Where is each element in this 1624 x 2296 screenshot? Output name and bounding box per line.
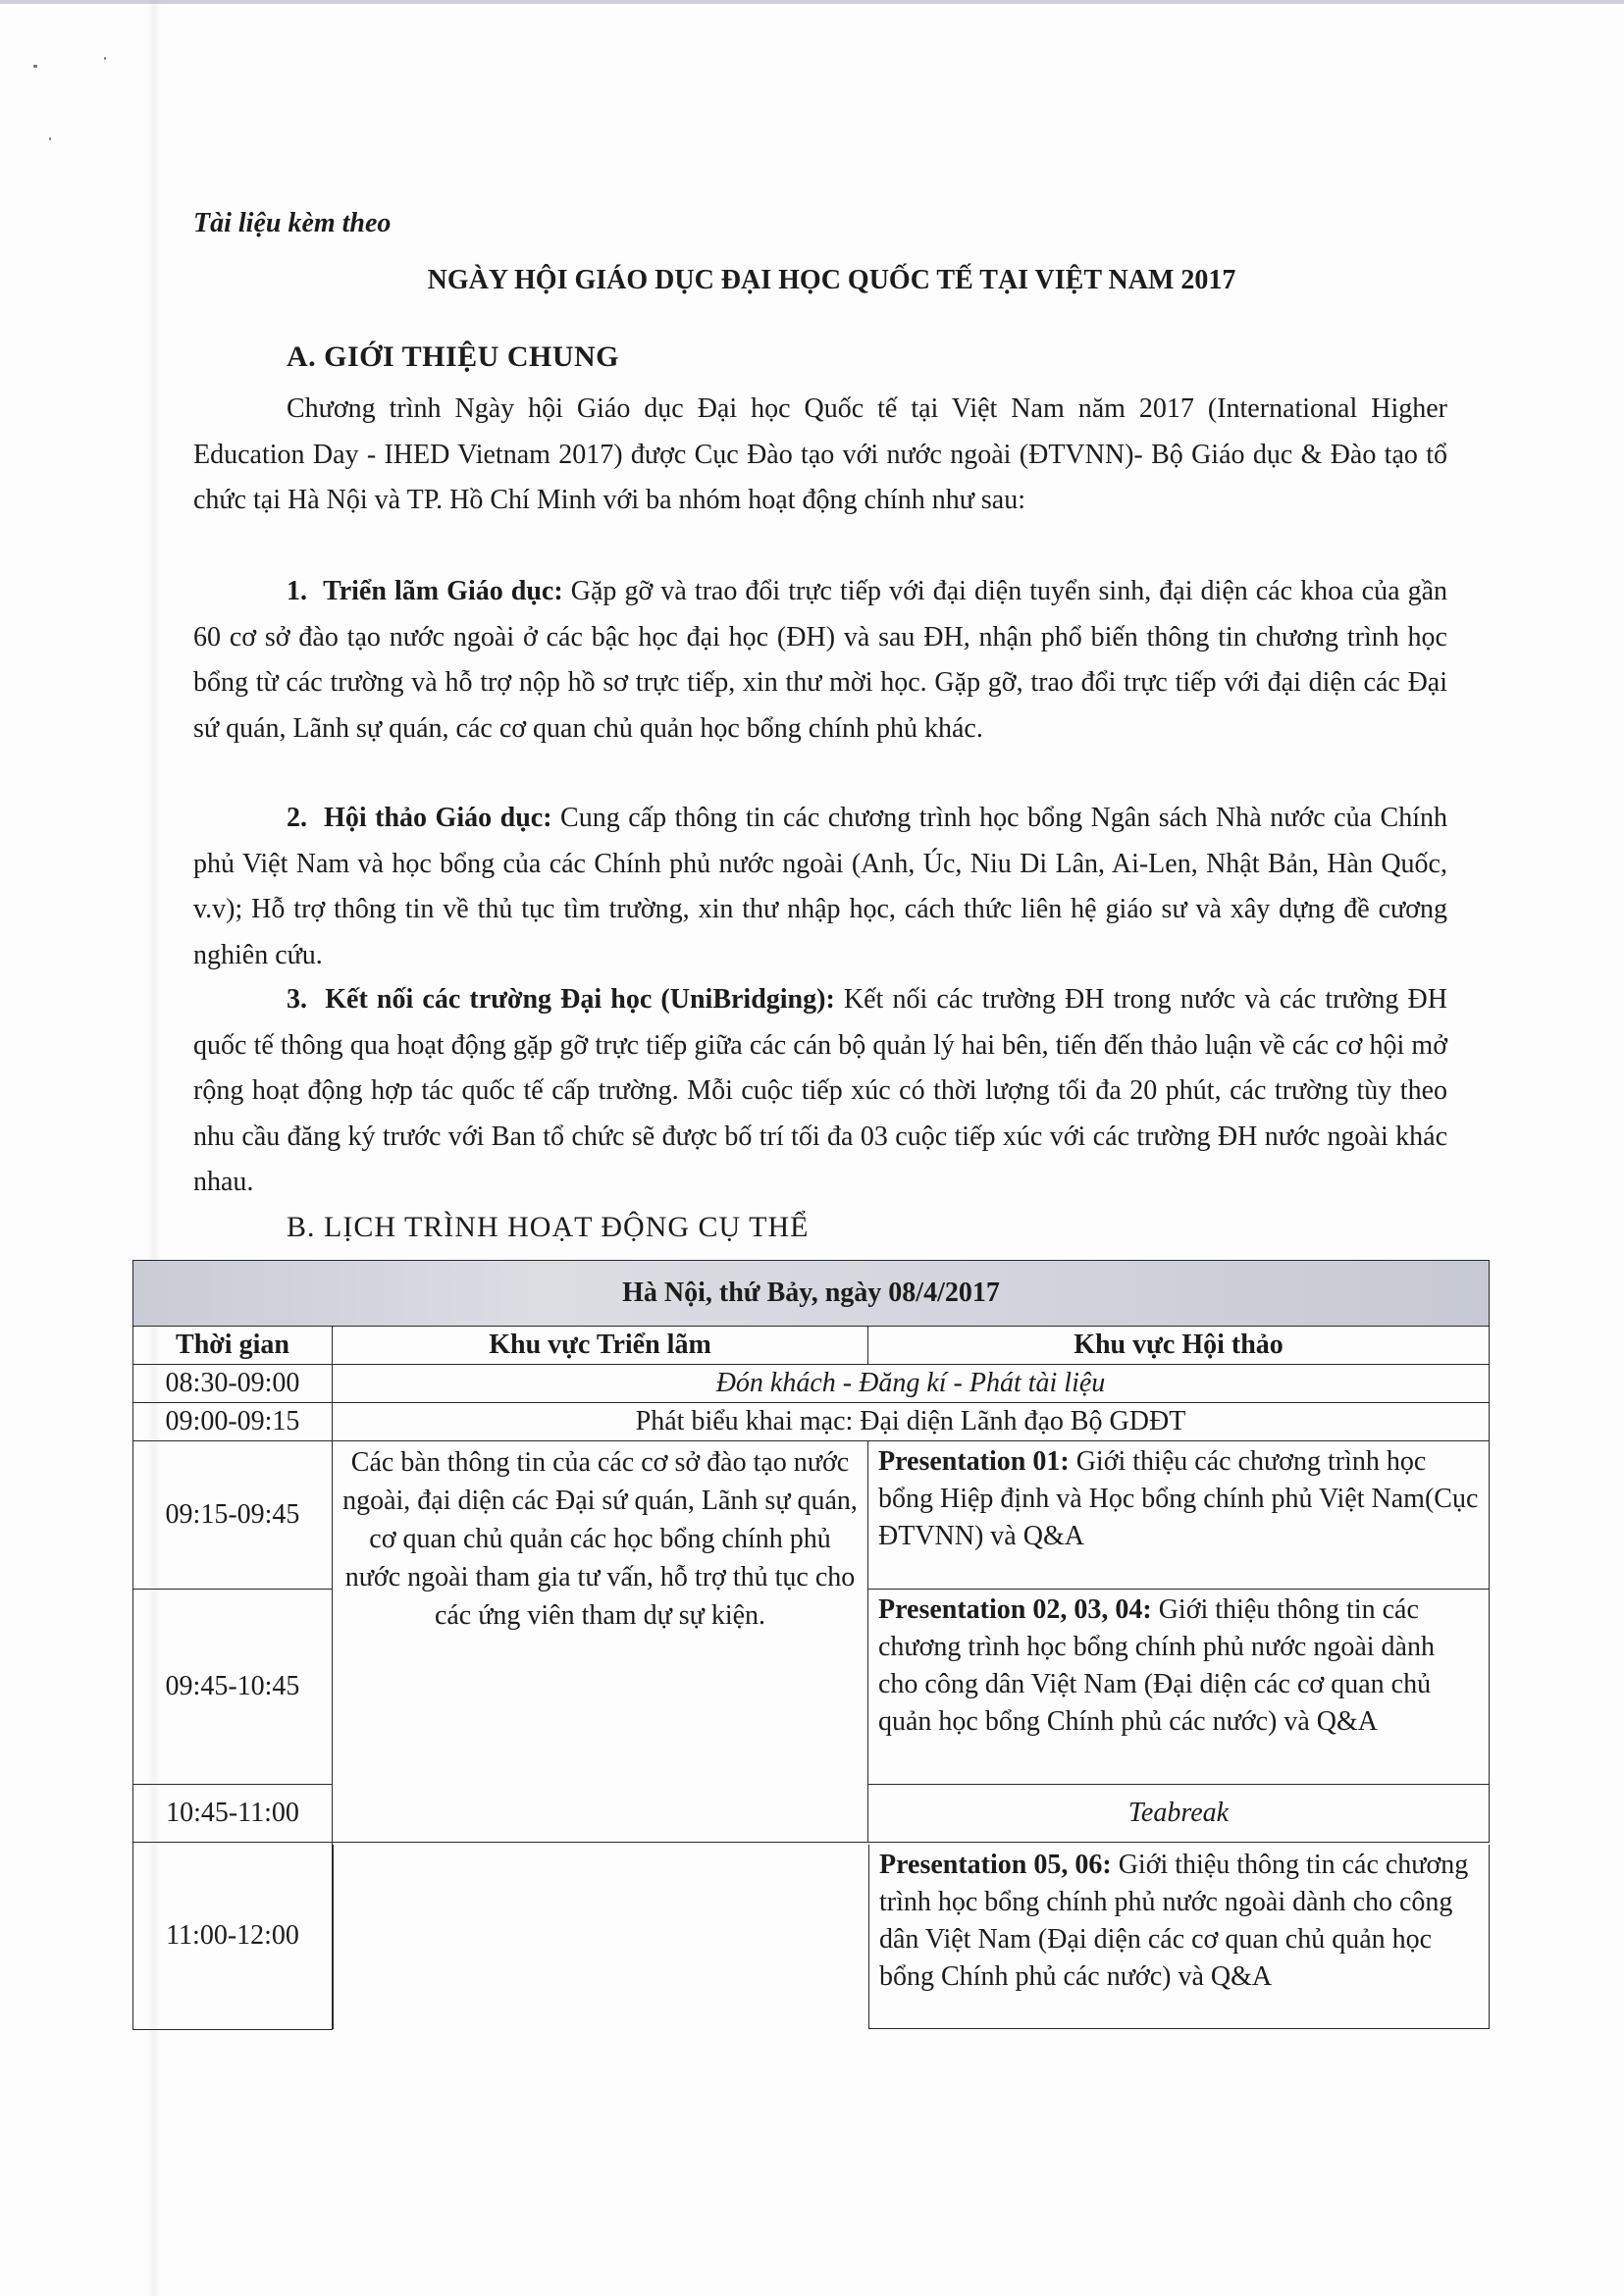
schedule-date-header: Hà Nội, thứ Bảy, ngày 08/4/2017	[133, 1261, 1490, 1327]
section-b-heading: B. LỊCH TRÌNH HOẠT ĐỘNG CỤ THỂ	[287, 1211, 810, 1243]
item-text: Gặp gỡ và trao đổi trực tiếp với đại diện tuyển sinh, đại diện các khoa của gần 60 cơ sở đào tạo nước ngoài ở các bậc học đại học (ĐH) và sau ĐH, nhận phổ biến thông tin chương trình học bổng từ các trường và hỗ trợ nộp hồ sơ trực tiếp, xin thư mời học. Gặp gỡ, trao đổi trực tiếp với đại diện các Đại sứ quán, Lãnh sự quán, các cơ quan chủ quản học bổng chính phủ khác.	[193, 576, 1447, 744]
presentation-text: Giới thiệu thông tin các chương trình học bổng chính phủ nước ngoài dành cho công dân Việt Nam (Đại diện các cơ quan chủ quản học bổng Chính phủ các nước) và Q&A	[879, 1850, 1469, 1992]
time-cell: 08:30-09:00	[133, 1365, 333, 1403]
item-title: Hội thảo Giáo dục:	[324, 803, 552, 833]
time-cell: 10:45-11:00	[133, 1785, 333, 1843]
presentation-title: Presentation 01:	[878, 1446, 1070, 1477]
column-header-exhibition: Khu vực Triển lãm	[333, 1327, 868, 1365]
activity-item-2	[193, 796, 1447, 978]
schedule-table	[132, 1260, 1490, 2030]
time-cell: 09:15-09:45	[133, 1441, 333, 1590]
column-header-time: Thời gian	[133, 1327, 333, 1365]
item-number: 2.	[287, 803, 307, 833]
presentation-title: Presentation 05, 06:	[879, 1850, 1112, 1880]
presentation-row-wrapper	[333, 1843, 1490, 2030]
column-header-seminar: Khu vực Hội thảo	[868, 1327, 1490, 1365]
scan-speck	[104, 57, 106, 60]
teabreak-cell: Teabreak	[868, 1785, 1490, 1843]
presentation-text: Giới thiệu thông tin các chương trình học bổng chính phủ nước ngoài dành cho công dân Việt Nam (Đại diện các cơ quan chủ quản học bổng Chính phủ các nước) và Q&A	[878, 1594, 1435, 1737]
time-cell: 09:45-10:45	[133, 1590, 333, 1785]
presentation-cell	[868, 1441, 1490, 1590]
opening-cell: Phát biểu khai mạc: Đại diện Lãnh đạo Bộ GDĐT	[333, 1403, 1490, 1441]
time-cell: 09:00-09:15	[133, 1403, 333, 1441]
item-number: 1.	[287, 576, 307, 606]
exhibition-continuation	[333, 1845, 868, 2029]
activity-item-1	[193, 569, 1447, 752]
item-text: Kết nối các trường ĐH trong nước và các trường ĐH quốc tế thông qua hoạt động gặp gỡ trực tiếp giữa các cán bộ quản lý hai bên, tiến đến thảo luận về các cơ hội mở rộng hoạt động hợp tác quốc tế cấp trường. Mỗi cuộc tiếp xúc có thời lượng tối đa 20 phút, các trường tùy theo nhu cầu đăng ký trước với Ban tổ chức sẽ được bố trí tối đa 03 cuộc tiếp xúc với các trường ĐH nước ngoài khác nhau.	[193, 984, 1447, 1197]
item-title: Triển lãm Giáo dục:	[323, 576, 563, 606]
activity-item-3	[193, 977, 1447, 1206]
presentation-cell	[868, 1845, 1490, 2029]
scan-top-edge	[0, 0, 1624, 4]
exhibition-cell: Các bàn thông tin của các cơ sở đào tạo nước ngoài, đại diện các Đại sứ quán, Lãnh sự quán, cơ quan chủ quản các học bổng chính phủ nước ngoài tham gia tư vấn, hỗ trợ thủ tục cho các ứng viên tham dự sự kiện.	[333, 1441, 868, 1843]
scan-speck	[49, 137, 51, 140]
item-text: Cung cấp thông tin các chương trình học bổng Ngân sách Nhà nước của Chính phủ Việt Nam và học bổng của các Chính phủ nước ngoài (Anh, Úc, Niu Di Lân, Ai-Len, Nhật Bản, Hàn Quốc, v.v); Hỗ trợ thông tin về thủ tục tìm trường, xin thư nhập học, cách thức liên hệ giáo sư và xây dựng đề cương nghiên cứu.	[193, 803, 1447, 970]
item-number: 3.	[287, 984, 307, 1015]
document-title: NGÀY HỘI GIÁO DỤC ĐẠI HỌC QUỐC TẾ TẠI VIỆT NAM 2017	[427, 265, 1236, 295]
presentation-cell	[868, 1590, 1490, 1785]
arrival-cell: Đón khách - Đăng kí - Phát tài liệu	[333, 1365, 1490, 1403]
presentation-row-inner	[333, 1845, 1490, 2029]
section-a-heading: A. GIỚI THIỆU CHUNG	[287, 340, 620, 373]
scan-speck	[33, 65, 37, 68]
intro-paragraph: Chương trình Ngày hội Giáo dục Đại học Quốc tế tại Việt Nam năm 2017 (International Higher Education Day - IHED Vietnam 2017) được Cục Đào tạo với nước ngoài (ĐTVNN)- Bộ Giáo dục & Đào tạo tổ chức tại Hà Nội và TP. Hồ Chí Minh với ba nhóm hoạt động chính như sau:	[193, 393, 1447, 515]
time-cell: 11:00-12:00	[133, 1843, 333, 2030]
presentation-title: Presentation 02, 03, 04:	[878, 1594, 1152, 1625]
presentation-text: Giới thiệu các chương trình học bổng Hiệp định và Học bổng chính phủ Việt Nam(Cục ĐTVNN) và Q&A	[878, 1446, 1479, 1551]
attachment-label: Tài liệu kèm theo	[193, 208, 392, 238]
item-title: Kết nối các trường Đại học (UniBridging):	[325, 984, 835, 1015]
